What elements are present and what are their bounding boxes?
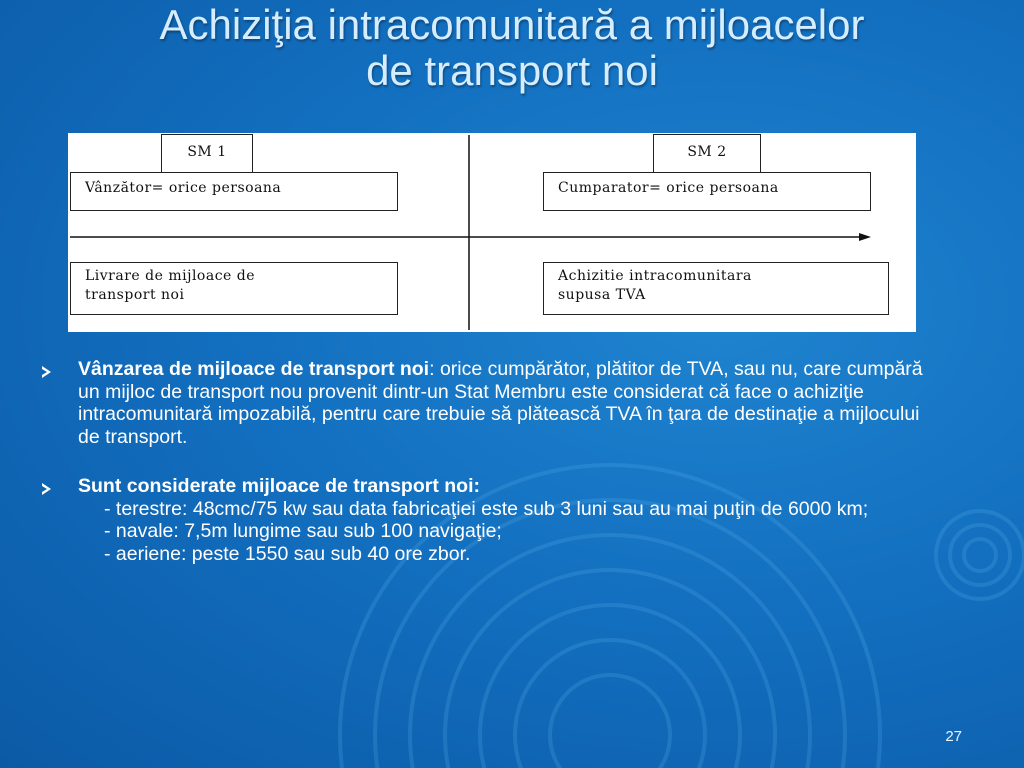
flow-arrow-head: [859, 233, 871, 241]
bullet-text: : orice cumpărător, plătitor de TVA, sau nu, care cumpără un mijloc de transport nou provenit dintr-un Stat Membru este considerat că face o achiziţie intracomunitară impozabilă, pentru care trebuie să plătească TVA în ţara de destinaţie a mijlocului de transport.: [78, 358, 923, 448]
delivery-line-2: transport noi: [85, 287, 185, 303]
buyer-label: Cumparator= orice persoana: [558, 180, 779, 196]
transaction-diagram: [68, 133, 916, 332]
arrow-bullet-icon: [42, 366, 51, 378]
title-line-2: de transport noi: [366, 47, 658, 94]
sm1-label: SM 1: [187, 144, 227, 160]
sm1-box: [161, 134, 253, 173]
bullet-heading: Vânzarea de mijloace de transport noi: [78, 358, 430, 380]
acquisition-line-1: Achizitie intracomunitara: [558, 268, 752, 284]
subitem-terestre: - terestre: 48cmc/75 kw sau data fabricaţiei este sub 3 luni sau au mai puţin de 6000 km;: [104, 497, 869, 520]
seller-label: Vânzător= orice persoana: [85, 180, 282, 196]
acquisition-line-2: supusa TVA: [558, 287, 646, 303]
sm2-box: [653, 134, 761, 173]
sm2-label: SM 2: [687, 144, 727, 160]
buyer-box: [543, 172, 871, 211]
subitem-navale: - navale: 7,5m lungime sau sub 100 navigaţie;: [104, 520, 502, 542]
slide-title: [0, 2, 1024, 94]
arrow-bullet-icon: [42, 483, 51, 495]
acquisition-box: [543, 262, 889, 315]
bullet-item: [38, 475, 938, 565]
title-line-1: Achiziţia intracomunitară a mijloacelor: [159, 1, 865, 48]
bullet-list: [38, 358, 938, 565]
bullet-heading: Sunt considerate mijloace de transport noi:: [78, 475, 480, 497]
delivery-box: [70, 262, 398, 315]
page-number: 27: [945, 728, 962, 745]
bullet-item: [38, 358, 938, 448]
delivery-line-1: Livrare de mijloace de: [85, 268, 256, 284]
subitem-aeriene: - aeriene: peste 1550 sau sub 40 ore zbor.: [104, 542, 471, 565]
seller-box: [70, 172, 398, 211]
